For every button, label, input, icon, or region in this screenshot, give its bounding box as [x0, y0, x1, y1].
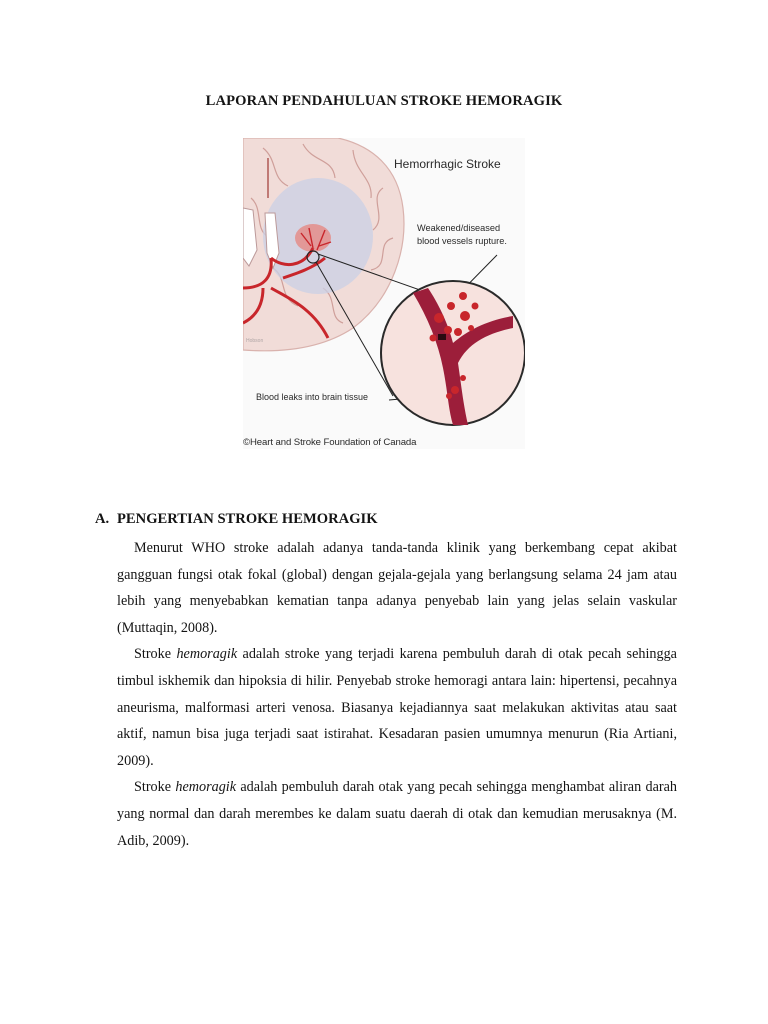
paragraph-2	[117, 641, 677, 774]
paragraph-3	[117, 774, 677, 854]
document-title: LAPORAN PENDAHULUAN STROKE HEMORAGIK	[205, 93, 563, 109]
section-heading	[95, 511, 378, 528]
paragraph-3-after: adalah pembuluh darah otak yang pecah sehingga menghambat aliran darah yang normal dan darah merembes ke dalam suatu daerah di otak dan kemudian merusaknya (M. Adib, 2009).	[117, 779, 677, 849]
paragraph-2-italic: hemoragik	[176, 646, 238, 663]
paragraph-3-before: Stroke	[134, 779, 176, 796]
figure-caption-rupture	[417, 222, 521, 248]
figure-caption-rupture-line1: Weakened/diseased	[417, 223, 501, 233]
figure-watermark: Hobson	[246, 338, 264, 344]
paragraph-2-before: Stroke	[134, 646, 177, 663]
paragraph-1-text: Menurut WHO stroke adalah adanya tanda-tanda klinik yang berkembang cepat akibat gangguan fungsi otak fokal (global) dengan gejala-gejala yang berlangsung selama 24 jam atau lebih yang menyebabkan kematian tanpa adanya penyebab lain yang jelas selain vaskular (Muttaqin, 2008).	[117, 540, 677, 636]
section-number: A.	[95, 511, 110, 527]
figure-caption-rupture-line2: blood vessels rupture.	[417, 236, 507, 246]
figure-title: Hemorrhagic Stroke	[394, 157, 501, 171]
paragraph-2-after: adalah stroke yang terjadi karena pembuluh darah di otak pecah sehingga timbul iskhemik dan hipoksia di hilir. Penyebab stroke hemoragi antara lain: hipertensi, pecahnya aneurisma, malformasi arteri venosa. Biasanya kejadiannya saat melakukan aktivitas atau saat aktif, namun bisa juga terjadi saat istirahat. Kesadaran pasien umumnya menurun (Ria Artiani, 2009).	[117, 646, 677, 769]
brain-diagram	[243, 138, 525, 449]
section-body	[117, 535, 677, 854]
figure-copyright: ©Heart and Stroke Foundation of Canada	[243, 437, 417, 448]
figure-caption-leak: Blood leaks into brain tissue	[256, 392, 369, 402]
section-title: PENGERTIAN STROKE HEMORAGIK	[117, 511, 378, 527]
paragraph-1	[117, 535, 677, 641]
hemorrhagic-stroke-illustration	[243, 138, 525, 449]
paragraph-3-italic: hemoragik	[175, 779, 237, 796]
